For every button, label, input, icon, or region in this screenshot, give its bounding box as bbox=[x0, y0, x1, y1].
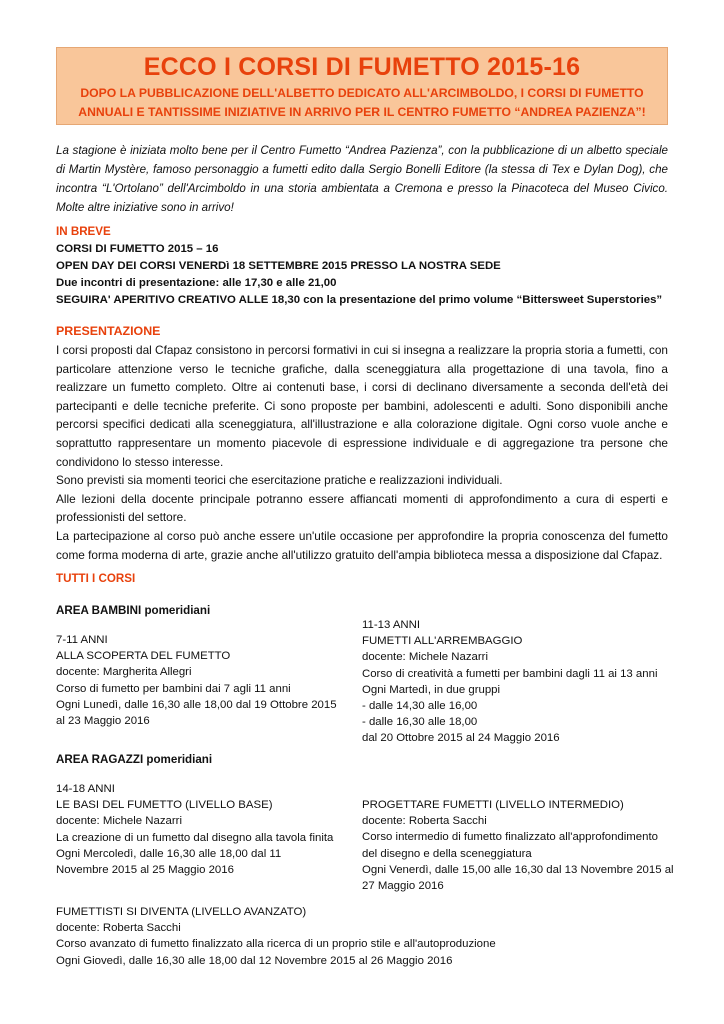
subtitle-line-2: ANNUALI E TANTISSIME INIZIATIVE IN ARRIVO PER IL CENTRO FUMETTO “ANDREA PAZIENZA”! bbox=[78, 105, 646, 119]
brief-heading: IN BREVE bbox=[56, 225, 111, 238]
course-line: - dalle 14,30 alle 16,00 bbox=[362, 700, 478, 713]
course-line: Ogni Mercoledì, dalle 16,30 alle 18,00 dal 11 bbox=[56, 847, 282, 860]
course-line: Ogni Venerdì, dalle 15,00 alle 16,30 dal 13 Novembre 2015 al bbox=[362, 863, 674, 876]
course-line: Novembre 2015 al 25 Maggio 2016 bbox=[56, 864, 234, 877]
presentation-paragraph: I corsi proposti dal Cfapaz consistono in percorsi formativi in cui si insegna a realizzare la propria storia a fumetti, con particolare attenzione verso le tecniche grafiche, dalla sceneggiatura alla progettazione di una tavola, fino a realizzare un fumetto completo. Oltre ai contenuti base, i corsi di declinano diversamente a seconda dell'età dei partecipanti e delle tecniche preferite. Ci sono proposte per bambini, adolescenti e adulti. Sono disponibili anche percorsi specifici dedicati alla sceneggiatura, all'illustrazione e alla colorazione digitale. Ogni corso vuole anche e soprattutto rappresentare un momento piacevole di espressione individuale e di aggregazione tra persone che condividono lo stesso interesse. bbox=[56, 343, 668, 469]
courses-heading: TUTTI I CORSI bbox=[56, 572, 136, 585]
course-line: ALLA SCOPERTA DEL FUMETTO bbox=[56, 650, 231, 663]
course-line: Ogni Martedì, in due gruppi bbox=[362, 683, 501, 696]
brief-line: SEGUIRA' APERITIVO CREATIVO ALLE 18,30 con la presentazione del primo volume “Bittersweet Superstories” bbox=[56, 294, 663, 306]
course-line: 7-11 ANNI bbox=[56, 634, 108, 646]
intro-paragraph: La stagione è iniziata molto bene per il Centro Fumetto “Andrea Pazienza”, con la pubblicazione di un albetto speciale di Martin Mystère, famoso personaggio a fumetti edito dalla Sergio Bonelli Editore (la stessa di Tex e Dylan Dog), che incontra “L'Ortolano” dell'Arcimboldo in una storia ambientata a Cremona e presso la Pinacoteca del Museo Civico. Molte altre iniziative sono in arrivo! bbox=[56, 144, 668, 214]
course-line: 14-18 ANNI bbox=[56, 783, 115, 795]
title-banner bbox=[56, 47, 668, 125]
area-teens-title-rest: pomeridiani bbox=[143, 753, 213, 766]
course-line: La creazione di un fumetto dal disegno alla tavola finita bbox=[56, 831, 334, 844]
area-teens-title bbox=[56, 753, 212, 766]
area-kids-title-bold: AREA BAMBINI bbox=[56, 604, 142, 617]
course-line: docente: Roberta Sacchi bbox=[56, 922, 181, 935]
course-line: 11-13 ANNI bbox=[362, 619, 421, 631]
presentation-body bbox=[56, 341, 668, 564]
area-kids-title-rest: pomeridiani bbox=[141, 604, 211, 617]
course-line: PROGETTARE FUMETTI (LIVELLO INTERMEDIO) bbox=[362, 799, 624, 811]
course-line: docente: Margherita Allegri bbox=[56, 666, 192, 679]
course-line: FUMETTI ALL'ARREMBAGGIO bbox=[362, 635, 523, 648]
course-line: LE BASI DEL FUMETTO (LIVELLO BASE) bbox=[56, 799, 273, 812]
course-line: docente: Roberta Sacchi bbox=[362, 815, 487, 828]
presentation-paragraph: Alle lezioni della docente principale potranno essere affiancati momenti di approfondimento a cura di esperti e professionisti del settore. bbox=[56, 491, 668, 525]
presentation-paragraph: La partecipazione al corso può anche essere un'utile occasione per approfondire la propria conoscenza del fumetto come forma moderna di arte, grazie anche all'utilizzo gratuito dell'ampia biblioteca messa a disposizione dal Cfapaz. bbox=[56, 528, 668, 562]
course-teens-base bbox=[56, 781, 346, 878]
course-line: docente: Michele Nazarri bbox=[56, 815, 182, 828]
area-kids-title bbox=[56, 604, 210, 617]
brief-line: OPEN DAY DEI CORSI VENERDì 18 SETTEMBRE 2015 PRESSO LA NOSTRA SEDE bbox=[56, 260, 501, 272]
presentation-paragraph: Sono previsti sia momenti teorici che esercitazione pratiche e realizzazioni individuali. bbox=[56, 473, 503, 488]
course-teens-intermediate bbox=[362, 797, 674, 894]
brief-line: CORSI DI FUMETTO 2015 – 16 bbox=[56, 243, 219, 255]
course-line: 27 Maggio 2016 bbox=[362, 880, 444, 893]
subtitle-line-1: DOPO LA PUBBLICAZIONE DELL'ALBETTO DEDICATO ALL'ARCIMBOLDO, I CORSI DI FUMETTO bbox=[80, 86, 644, 100]
course-line: Ogni Lunedì, dalle 16,30 alle 18,00 dal 19 Ottobre 2015 bbox=[56, 698, 337, 711]
course-line: Ogni Giovedì, dalle 16,30 alle 18,00 dal 12 Novembre 2015 al 26 Maggio 2016 bbox=[56, 954, 453, 967]
page-title: ECCO I CORSI DI FUMETTO 2015-16 bbox=[143, 53, 581, 81]
area-teens-title-bold: AREA RAGAZZI bbox=[56, 753, 144, 766]
course-line: Corso di fumetto per bambini dai 7 agli 11 anni bbox=[56, 682, 291, 695]
presentation-heading: PRESENTAZIONE bbox=[56, 324, 161, 338]
course-line: Corso di creatività a fumetti per bambini dagli 11 ai 13 anni bbox=[362, 667, 658, 680]
brief-block bbox=[56, 241, 676, 309]
brief-line: Due incontri di presentazione: alle 17,30 e alle 21,00 bbox=[56, 277, 337, 289]
course-line: del disegno e della sceneggiatura bbox=[362, 847, 532, 860]
course-line: FUMETTISTI SI DIVENTA (LIVELLO AVANZATO) bbox=[56, 906, 307, 918]
course-line: docente: Michele Nazarri bbox=[362, 651, 488, 664]
course-line: dal 20 Ottobre 2015 al 24 Maggio 2016 bbox=[362, 732, 560, 745]
course-line: Corso intermedio di fumetto finalizzato all'approfondimento bbox=[362, 831, 658, 844]
course-line: - dalle 16,30 alle 18,00 bbox=[362, 716, 478, 729]
course-teens-advanced bbox=[56, 904, 676, 969]
course-line: al 23 Maggio 2016 bbox=[56, 715, 150, 728]
course-line: Corso avanzato di fumetto finalizzato alla ricerca di un proprio stile e all'autoproduzione bbox=[56, 938, 496, 951]
course-kids-11-13 bbox=[362, 617, 658, 747]
course-kids-7-11 bbox=[56, 632, 346, 729]
